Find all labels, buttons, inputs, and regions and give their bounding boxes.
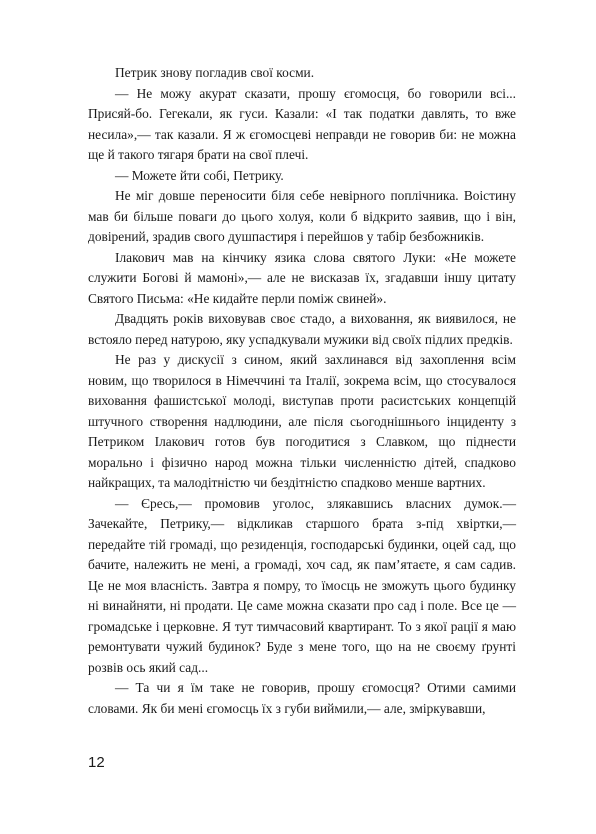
body-text xyxy=(88,63,516,719)
page-number: 12 xyxy=(88,754,105,771)
paragraph: — Можете йти собі, Петрику. xyxy=(115,167,284,183)
paragraph: Петрик знову погладив свої косми. xyxy=(115,65,315,80)
paragraph: Ілакович мав на кінчику язика слова святого Луки: «Не можете служити Богові й мамоні»,— але не висказав їх, згадавши іншу цитату Святого Письма: «Не кидайте перли поміж свиней». xyxy=(88,249,516,306)
paragraph: — Не можу акурат сказати, прошу єгомосця, бо говорили всі... Присяй-бо. Гегекали, як гуси. Казали: «І так податки давлять, то вже несила»,— так казали. Я ж єгомосцеві неправди не говорив би: не можна ще й такого тягаря брати на свої плечі. xyxy=(88,85,516,162)
paragraph: — Єресь,— промовив уголос, злякавшись власних думок.— Зачекайте, Петрику,— відкликав старшого брата з-під хвіртки,— передайте тій громаді, що резиденція, господарські будинки, оцей сад, що бачите, належить не мені, а громаді, хоч сад, як пам’ятаєте, я сам садив. Це не моя власність. Завтра я помру, то їмосць не зможуть цього будинку ні винайняти, ні продати. Це саме можна сказати про сад і поле. Все це — громадське і церковне. Я тут тимчасовий квартирант. То з якої рації я маю ремонтувати чужий будинок? Буде з мене того, що на не своєму ґрунті розвів ось який сад... xyxy=(88,495,516,675)
paragraph: Двадцять років виховував своє стадо, а виховання, як виявилося, не встояло перед натурою, яку успадкували мужики від своїх підлих предків. xyxy=(88,311,516,347)
paragraph: Не міг довше переносити біля себе невірного поплічника. Воістину мав би більше поваги до цього холуя, коли б відкрито заявив, що і він, довірений, зрадив свого душпастиря і перейшов у табір безбожників. xyxy=(88,188,516,244)
paragraph: — Та чи я їм таке не говорив, прошу єгомосця? Отими самими словами. Як би мені єгомосць їх з губи виймили,— але, зміркувавши, xyxy=(88,680,516,716)
paragraph: Не раз у дискусії з сином, який захлинався від захоплення всім новим, що творилося в Німеччині та Італії, зокрема всім, що стосувалося виховання фашистської молоді, виступав проти расистських концепцій штучного створення надлюдини, але після сьогоднішнього інциденту з Петриком Ілакович готов був погодитися з Славком, що піднести морально і фізично народ можна тільки численністю дітей, спадково найкращих, та малодітністю чи бездітністю спадково менше вартних. xyxy=(88,352,516,490)
